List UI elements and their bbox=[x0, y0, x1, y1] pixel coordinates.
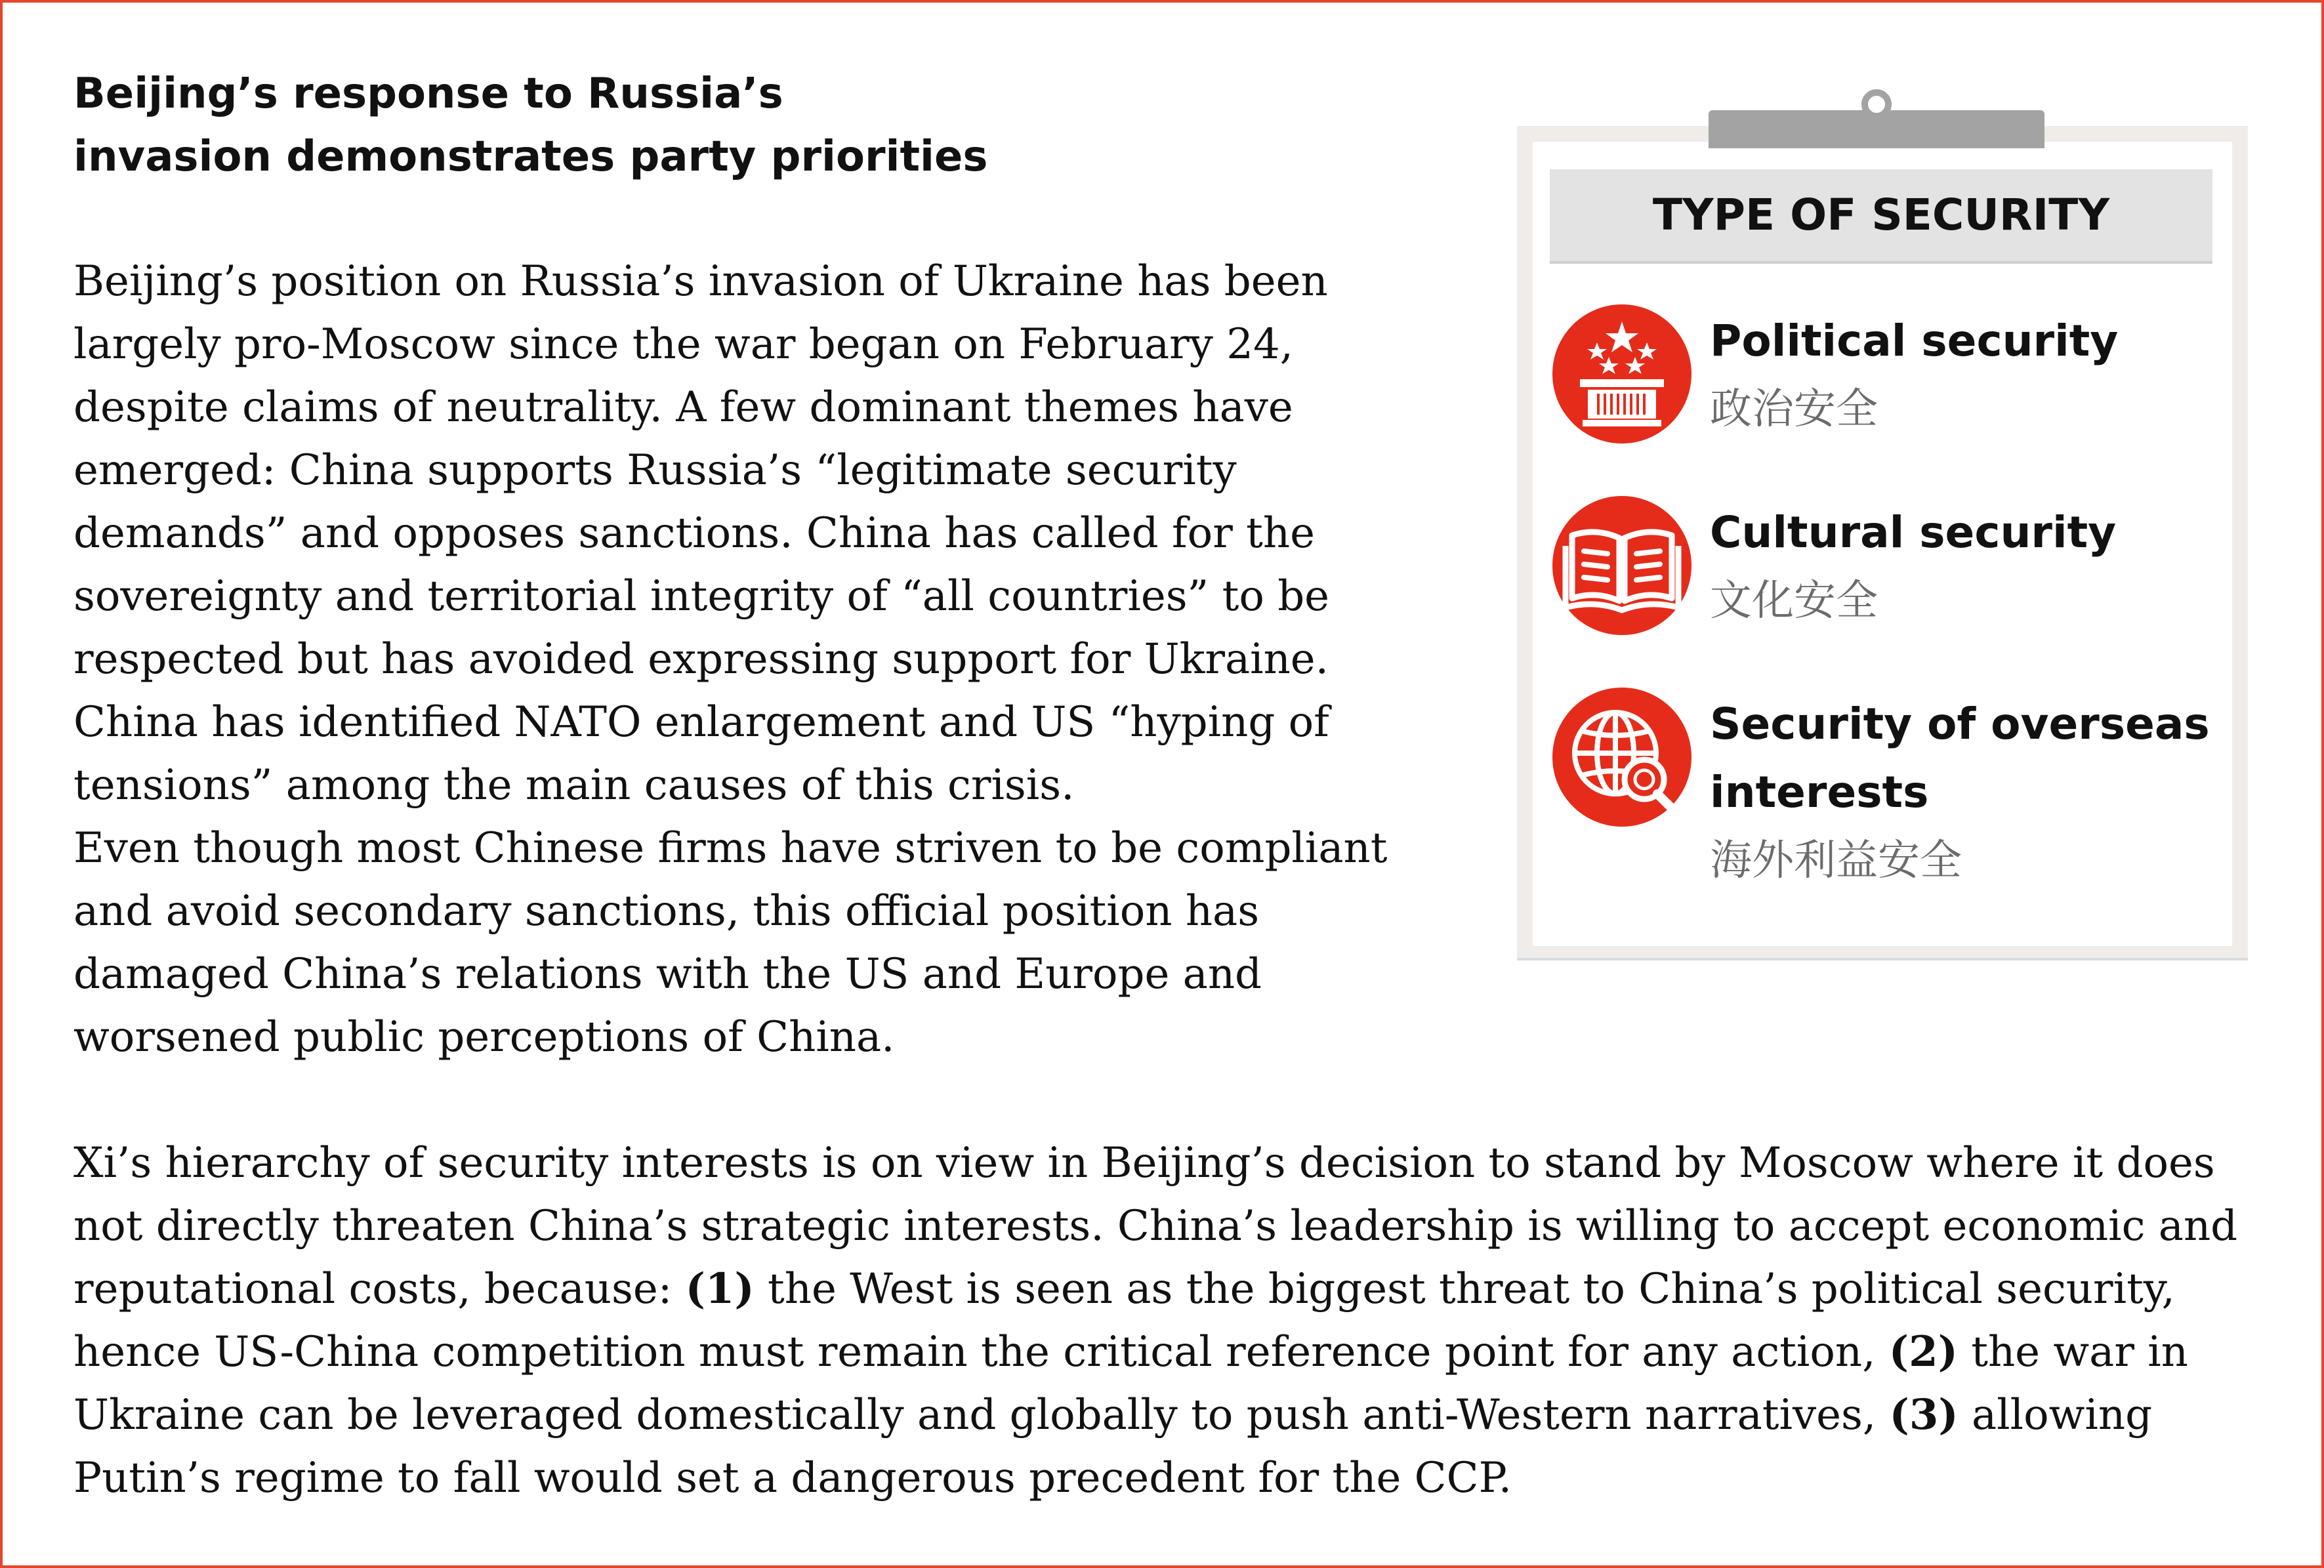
security-label-cultural-zh: 文化安全 bbox=[1710, 577, 1878, 625]
security-label-cultural: Cultural security bbox=[1710, 507, 2117, 558]
point-marker-3: (3) bbox=[1889, 1390, 1959, 1439]
clipboard-clip-ring bbox=[1861, 89, 1892, 119]
security-label-political-zh: 政治安全 bbox=[1710, 385, 1878, 434]
party-stars-podium-icon bbox=[1552, 304, 1691, 444]
point-2: the war in Ukraine can be leveraged domestically and globally to push anti-Western narratives, bbox=[73, 1328, 2188, 1439]
globe-magnifier-icon bbox=[1552, 688, 1691, 827]
paragraph-2: Even though most Chinese firms have striven to be compliant and avoid secondary sanctions, this official position has damaged China’s relations with the US and Europe and worsened public perceptions of China. bbox=[73, 824, 1388, 1062]
point-marker-1: (1) bbox=[685, 1264, 755, 1313]
card-title: TYPE OF SECURITY bbox=[1652, 190, 2110, 240]
paragraph-3 bbox=[73, 1132, 2239, 1510]
security-label-political: Political security bbox=[1710, 316, 2119, 366]
security-label-overseas-zh: 海外利益安全 bbox=[1710, 836, 1962, 885]
point-marker-2: (2) bbox=[1888, 1327, 1958, 1376]
paragraph-1: Beijing’s position on Russia’s invasion of Ukraine has been largely pro-Moscow since the war began on February 24, despite claims of neutrality. A few dominant themes have emerged: China supports Russia’s “legitimate security demands” and opposes sanctions. China has called for the sovereignty and territorial integrity of “all countries” to be respected but has avoided expressing support for Ukraine. China has identified NATO enlargement and US “hyping of tensions” among the main causes of this crisis. bbox=[73, 257, 1330, 810]
headline: Beijing’s response to Russia’s invasion demonstrates party priorities bbox=[73, 70, 988, 181]
point-3: allowing Putin’s regime to fall would set a dangerous precedent for the CCP. bbox=[73, 1391, 2153, 1502]
open-book-icon bbox=[1552, 496, 1691, 635]
point-1: the West is seen as the biggest threat to China’s political security, hence US-China competition must remain the critical reference point for any action, bbox=[73, 1265, 2175, 1376]
security-label-overseas: Security of overseas interests bbox=[1710, 699, 2210, 817]
paragraph-3-intro: Xi’s hierarchy of security interests is on view in Beijing’s decision to stand by Moscow where it does not directly threaten China’s strategic interests. China’s leadership is willing to accept economic and reputational costs, because: bbox=[73, 1139, 2238, 1313]
